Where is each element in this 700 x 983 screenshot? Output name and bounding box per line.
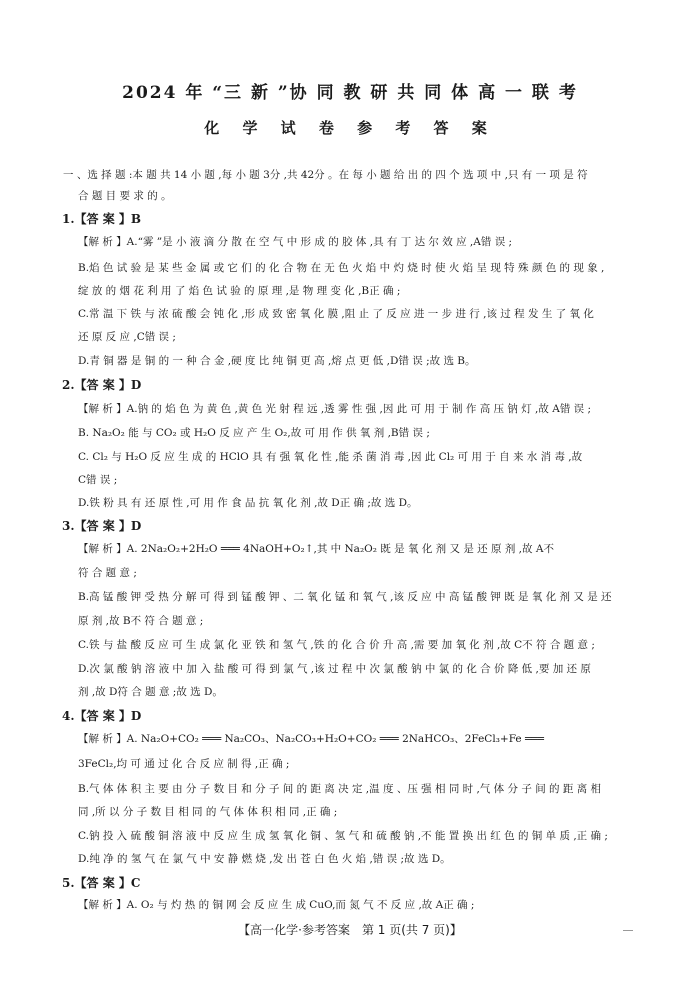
question-4-explanation-line: D.纯 净 的 氢 气 在 氯 气 中 安 静 燃 烧 ,发 出 苍 白 色 火 焰 ,错 误 ;故 选 D。 bbox=[78, 853, 451, 865]
question-2-explanation-line: B. Na₂O₂ 能 与 CO₂ 或 H₂O 反 应 产 生 O₂,故 可 用 作 供 氧 剂 ,B错 误 ; bbox=[78, 427, 430, 439]
question-4-explanation-line: B.气 体 体 积 主 要 由 分 子 数 目 和 分 子 间 的 距 离 决 定 ,温 度 、压 强 相 同 时 ,气 体 分 子 间 的 距 离 相 bbox=[78, 783, 602, 795]
question-2-explanation-line: C错 误 ; bbox=[78, 474, 118, 486]
question-2-explanation-line: 【解 析 】A.钠 的 焰 色 为 黄 色 ,黄 色 光 射 程 远 ,透 雾 性 强 ,因 此 可 用 于 制 作 高 压 钠 灯 ,故 A错 误 ; bbox=[78, 403, 592, 415]
exam-title: 2024 年 “三 新 ”协 同 教 研 共 同 体 高 一 联 考 bbox=[122, 83, 578, 103]
question-4-explanation-line: 同 ,所 以 分 子 数 目 相 同 的 气 体 体 积 相 同 ,正 确 ; bbox=[78, 806, 338, 818]
document-subtitle: 化 学 试 卷 参 考 答 案 bbox=[204, 119, 496, 137]
question-1-explanation-line: D.青 铜 器 是 铜 的 一 种 合 金 ,硬 度 比 纯 铜 更 高 ,熔 点 更 低 ,D错 误 ;故 选 B。 bbox=[78, 355, 476, 367]
section-instruction-line-2: 合 题 目 要 求 的 。 bbox=[78, 190, 172, 202]
question-4-explanation-line: C.钠 投 入 硫 酸 铜 溶 液 中 反 应 生 成 氢 氧 化 铜 、氢 气 和 硫 酸 钠 ,不 能 置 换 出 红 色 的 铜 单 质 ,正 确 ; bbox=[78, 830, 608, 842]
question-3-explanation-line: 原 剂 ,故 B不 符 合 题 意 ; bbox=[78, 615, 204, 627]
question-2-explanation-line: D.铁 粉 具 有 还 原 性 ,可 用 作 食 品 抗 氧 化 剂 ,故 D正 确 ;故 选 D。 bbox=[78, 497, 418, 509]
question-3-explanation-line: 剂 ,故 D符 合 题 意 ;故 选 D。 bbox=[78, 686, 223, 698]
question-1-explanation-line: 绽 放 的 烟 花 利 用 了 焰 色 试 验 的 原 理 ,是 物 理 变 化 ,B正 确 ; bbox=[78, 285, 401, 297]
question-4-explanation-line: 3FeCl₂,均 可 通 过 化 合 反 应 制 得 ,正 确 ; bbox=[78, 758, 290, 770]
question-2-explanation-line: C. Cl₂ 与 H₂O 反 应 生 成 的 HClO 具 有 强 氧 化 性 ,能 杀 菌 消 毒 ,因 此 Cl₂ 可 用 于 自 来 水 消 毒 ,故 bbox=[78, 451, 583, 463]
question-2-answer: 2.【答 案 】D bbox=[62, 378, 142, 392]
question-3-explanation-line: D.次 氯 酸 钠 溶 液 中 加 入 盐 酸 可 得 到 氯 气 ,该 过 程 中 次 氯 酸 钠 中 氯 的 化 合 价 降 低 ,要 加 还 原 bbox=[78, 663, 591, 675]
question-1-explanation-line: C.常 温 下 铁 与 浓 硫 酸 会 钝 化 ,形 成 致 密 氧 化 膜 ,阻 止 了 反 应 进 一 步 进 行 ,该 过 程 发 生 了 氧 化 bbox=[78, 308, 594, 320]
question-3-explanation-line: 【解 析 】A. 2Na₂O₂+2H₂O ═══ 4NaOH+O₂↑,其 中 Na₂O₂ 既 是 氧 化 剂 又 是 还 原 剂 ,故 A不 bbox=[78, 543, 554, 555]
question-1-explanation-line: 【解 析 】A.“雾 ”是 小 液 滴 分 散 在 空 气 中 形 成 的 胶 体 ,具 有 丁 达 尔 效 应 ,A错 误 ; bbox=[78, 236, 513, 248]
question-3-explanation-line: 符 合 题 意 ; bbox=[78, 567, 137, 579]
page-footer: 【高一化学·参考答案 第 1 页(共 7 页)】 bbox=[238, 923, 462, 937]
question-4-answer: 4.【答 案 】D bbox=[62, 709, 142, 723]
question-1-explanation-line: 还 原 反 应 ,C错 误 ; bbox=[78, 331, 176, 343]
section-instruction-line-1: 一 、选 择 题 :本 题 共 14 小 题 ,每 小 题 3分 ,共 42分 。在 每 小 题 给 出 的 四 个 选 项 中 ,只 有 一 项 是 符 bbox=[63, 169, 588, 181]
question-5-answer: 5.【答 案 】C bbox=[62, 876, 141, 890]
question-5-explanation-line: 【解 析 】A. O₂ 与 灼 热 的 铜 网 会 反 应 生 成 CuO,而 氮 气 不 反 应 ,故 A正 确 ; bbox=[78, 899, 475, 911]
question-4-explanation-line: 【解 析 】A. Na₂O+CO₂ ═══ Na₂CO₃、Na₂CO₃+H₂O+CO₂ ═══ 2NaHCO₃、2FeCl₃+Fe ═══ bbox=[78, 733, 544, 745]
footer-dash bbox=[623, 930, 633, 931]
question-3-answer: 3.【答 案 】D bbox=[62, 519, 142, 533]
question-3-explanation-line: B.高 锰 酸 钾 受 热 分 解 可 得 到 锰 酸 钾 、二 氧 化 锰 和 氧 气 ,该 反 应 中 高 锰 酸 钾 既 是 氧 化 剂 又 是 还 bbox=[78, 591, 612, 603]
question-1-explanation-line: B.焰 色 试 验 是 某 些 金 属 或 它 们 的 化 合 物 在 无 色 火 焰 中 灼 烧 时 使 火 焰 呈 现 特 殊 颜 色 的 现 象 , bbox=[78, 262, 605, 274]
question-1-answer: 1.【答 案 】B bbox=[62, 212, 142, 226]
question-3-explanation-line: C.铁 与 盐 酸 反 应 可 生 成 氯 化 亚 铁 和 氢 气 ,铁 的 化 合 价 升 高 ,需 要 加 氧 化 剂 ,故 C不 符 合 题 意 ; bbox=[78, 639, 595, 651]
